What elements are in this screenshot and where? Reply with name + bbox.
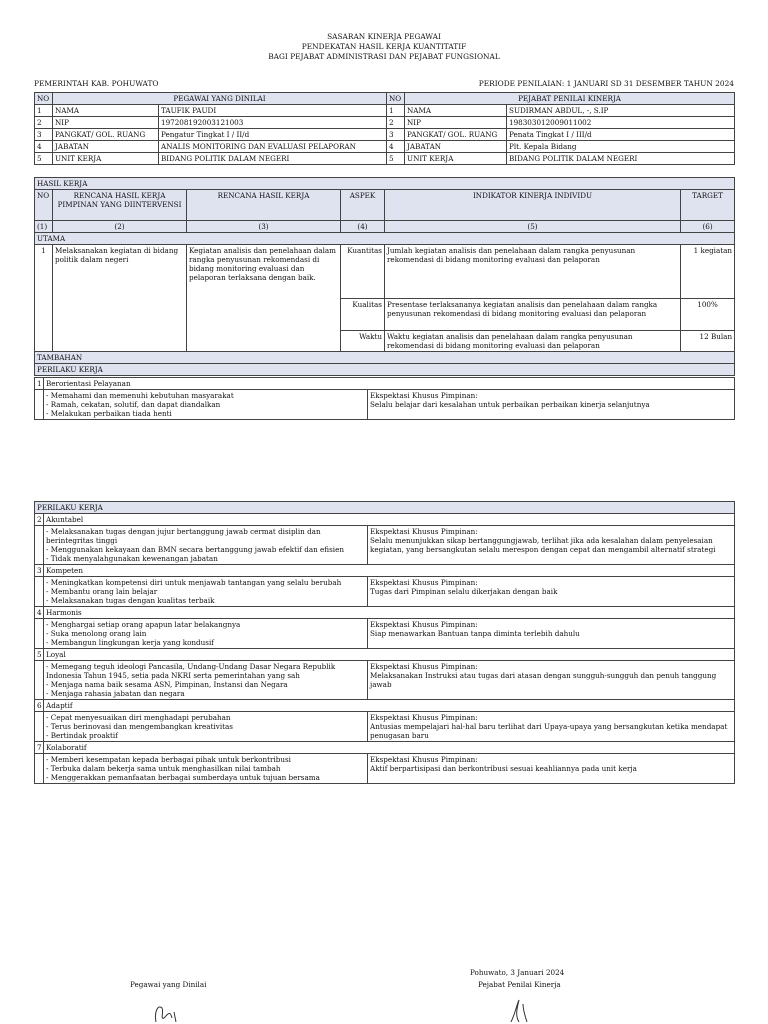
row-label: NIP: [405, 117, 507, 129]
perilaku-expect: [368, 619, 735, 649]
perilaku-name: Berorientasi Pelayanan: [44, 378, 735, 390]
expect-text: Aktif berpartisipasi dan berkontribusi sesuai keahliannya pada unit kerja: [370, 764, 637, 773]
doc-title-2: PENDEKATAN HASIL KERJA KUANTITATIF: [301, 42, 467, 51]
perilaku-items: [44, 390, 368, 420]
indikator-waktu: Waktu kegiatan analisis dan penelahaan dalam rangka penyusunan rekomendasi di bidang monitoring evaluasi dan pelaporan: [385, 331, 681, 352]
aspek-kualitas: Kualitas: [341, 299, 385, 331]
col-rencana: RENCANA HASIL KERJA: [187, 190, 341, 221]
perilaku-expect: [368, 390, 735, 420]
instansi-label: PEMERINTAH KAB. POHUWATO: [34, 79, 159, 88]
expect-text: Tugas dari Pimpinan selalu dikerjakan dengan baik: [370, 587, 558, 596]
penilai-signature: [505, 996, 535, 1024]
col-num: (5): [385, 221, 681, 233]
pegawai-role: Pegawai yang Dinilai: [130, 980, 207, 989]
hasil-kerja-table: [34, 177, 735, 376]
penilai-role: Pejabat Penilai Kinerja: [478, 980, 561, 989]
row-label: UNIT KERJA: [53, 153, 159, 165]
pegawai-unit: BIDANG POLITIK DALAM NEGERI: [159, 153, 387, 165]
row-label: PANGKAT/ GOL. RUANG: [53, 129, 159, 141]
aspek-kuantitas: Kuantitas: [341, 245, 385, 299]
perilaku-items: [44, 754, 368, 784]
expect-label: Ekspektasi Khusus Pimpinan:: [370, 527, 478, 536]
perilaku-name: Kolaboratif: [44, 742, 735, 754]
row-no: 4: [35, 141, 53, 153]
perilaku-expect: [368, 577, 735, 607]
pegawai-header: PEGAWAI YANG DINILAI: [53, 93, 387, 105]
periode-label: PERIODE PENILAIAN: 1 JANUARI SD 31 DESEMBER TAHUN 2024: [478, 79, 734, 88]
perilaku-item: - Terbuka dalam bekerja sama untuk menghasilkan nilai tambah: [46, 764, 281, 773]
perilaku-item: - Memberi kesempatan kepada berbagai pihak untuk berkontribusi: [46, 755, 291, 764]
perilaku-item: - Menjaga nama baik sesama ASN, Pimpinan, Instansi dan Negara: [46, 680, 288, 689]
col-indikator: INDIKATOR KINERJA INDIVIDU: [385, 190, 681, 221]
row-no: 3: [387, 129, 405, 141]
perilaku-item: - Melakukan perbaikan tiada henti: [46, 409, 172, 418]
expect-text: Siap menawarkan Bantuan tanpa diminta terlebih dahulu: [370, 629, 580, 638]
identity-row: [35, 153, 735, 165]
col-pimpinan: RENCANA HASIL KERJA PIMPINAN YANG DIINTERVENSI: [53, 190, 187, 221]
row-label: JABATAN: [53, 141, 159, 153]
section-utama: UTAMA: [35, 233, 735, 245]
hasil-no: 1: [35, 245, 53, 352]
indikator-kualitas: Presentase terlaksananya kegiatan analisis dan penelahaan dalam rangka penyusunan rekomendasi di bidang monitoring evaluasi dan pelaporan: [385, 299, 681, 331]
penilai-unit: BIDANG POLITIK DALAM NEGERI: [507, 153, 735, 165]
row-no: 1: [35, 105, 53, 117]
row-no: 5: [35, 153, 53, 165]
expect-text: Antusias mempelajari hal-hal baru terlihat dari Upaya-upaya yang bersangkutan ketika mendapat penugasan baru: [370, 722, 728, 740]
expect-label: Ekspektasi Khusus Pimpinan:: [370, 755, 478, 764]
perilaku-no: 3: [35, 565, 44, 577]
col-aspek: ASPEK: [341, 190, 385, 221]
identity-row: [35, 141, 735, 153]
perilaku-items: [44, 661, 368, 700]
perilaku-items: [44, 712, 368, 742]
row-no: 5: [387, 153, 405, 165]
col-num: (4): [341, 221, 385, 233]
col-num: (6): [681, 221, 735, 233]
row-no: 2: [35, 117, 53, 129]
perilaku-name: Adaptif: [44, 700, 735, 712]
row-no: 3: [35, 129, 53, 141]
perilaku-item: - Melaksanakan tugas dengan kualitas terbaik: [46, 596, 215, 605]
perilaku-name: Harmonis: [44, 607, 735, 619]
perilaku-item: - Cepat menyesuaikan diri menghadapi perubahan: [46, 713, 231, 722]
perilaku-expect: [368, 526, 735, 565]
pegawai-pangkat: Pengatur Tingkat I / II/d: [159, 129, 387, 141]
perilaku-expect: [368, 754, 735, 784]
penilai-pangkat: Penata Tingkat I / III/d: [507, 129, 735, 141]
section-hasil-kerja: HASIL KERJA: [35, 178, 735, 190]
perilaku-item: - Bertindak proaktif: [46, 731, 118, 740]
expect-text: Selalu belajar dari kesalahan untuk perbaikan perbaikan kinerja selanjutnya: [370, 400, 650, 409]
row-no: 1: [387, 105, 405, 117]
expect-label: Ekspektasi Khusus Pimpinan:: [370, 391, 478, 400]
hasil-pimpinan: Melaksanakan kegiatan di bidang politik dalam negeri: [53, 245, 187, 352]
perilaku-name: Kompeten: [44, 565, 735, 577]
perilaku-item: - Membantu orang lain belajar: [46, 587, 158, 596]
identity-table: [34, 92, 735, 165]
aspek-waktu: Waktu: [341, 331, 385, 352]
row-label: NAMA: [53, 105, 159, 117]
perilaku-item: - Menghargai setiap orang apapun latar belakangnya: [46, 620, 241, 629]
perilaku-items: [44, 526, 368, 565]
perilaku-item: - Memegang teguh ideologi Pancasila, Undang-Undang Dasar Negara Republik Indonesia Tahun 1945, setia pada NKRI serta pemerintahan yang sah: [46, 662, 336, 680]
penilai-nama: SUDIRMAN ABDUL, -, S.IP: [507, 105, 735, 117]
col-num: (3): [187, 221, 341, 233]
expect-label: Ekspektasi Khusus Pimpinan:: [370, 713, 478, 722]
row-label: NAMA: [405, 105, 507, 117]
hasil-rencana: Kegiatan analisis dan penelahaan dalam rangka penyusunan rekomendasi di bidang monitoring evaluasi dan pelaporan terlaksana dengan baik.: [187, 245, 341, 352]
expect-text: Melaksanakan Instruksi atau tugas dari atasan dengan sungguh-sungguh dan penuh tanggung jawab: [370, 671, 717, 689]
perilaku-item: - Meningkatkan kompetensi diri untuk menjawab tantangan yang selalu berubah: [46, 578, 342, 587]
perilaku-table-2: [34, 501, 735, 784]
perilaku-no: 6: [35, 700, 44, 712]
perilaku-items: [44, 577, 368, 607]
perilaku-no: 7: [35, 742, 44, 754]
perilaku-no: 4: [35, 607, 44, 619]
doc-title-3: BAGI PEJABAT ADMINISTRASI DAN PEJABAT FUNGSIONAL: [268, 52, 500, 61]
row-label: UNIT KERJA: [405, 153, 507, 165]
perilaku-no: 5: [35, 649, 44, 661]
perilaku-name: Loyal: [44, 649, 735, 661]
target-kualitas: 100%: [681, 299, 735, 331]
section-perilaku-kerja: PERILAKU KERJA: [35, 364, 735, 376]
indikator-kuantitas: Jumlah kegiatan analisis dan penelahaan dalam rangka penyusunan rekomendasi di bidang monitoring evaluasi dan pelaporan: [385, 245, 681, 299]
expect-label: Ekspektasi Khusus Pimpinan:: [370, 578, 478, 587]
penilai-header: PEJABAT PENILAI KINERJA: [405, 93, 735, 105]
expect-text: Selalu menunjukkan sikap bertanggungjawab, terlihat jika ada kesalahan dalam penyelesaian kegiatan, yang bersangkutan selalu merespon dengan cepat dan mengambil alternatif strategi: [370, 536, 716, 554]
pegawai-jabatan: ANALIS MONITORING DAN EVALUASI PELAPORAN: [159, 141, 387, 153]
place-date: Pohuwato, 3 Januari 2024: [470, 968, 565, 977]
id-no-header: NO: [35, 93, 53, 105]
identity-row: [35, 129, 735, 141]
expect-label: Ekspektasi Khusus Pimpinan:: [370, 662, 478, 671]
section-perilaku-kerja-2: PERILAKU KERJA: [35, 502, 735, 514]
row-no: 2: [387, 117, 405, 129]
perilaku-item: - Ramah, cekatan, solutif, dan dapat diandalkan: [46, 400, 221, 409]
perilaku-table-1: [34, 377, 735, 420]
section-tambahan: TAMBAHAN: [35, 352, 735, 364]
perilaku-expect: [368, 661, 735, 700]
perilaku-no: 2: [35, 514, 44, 526]
perilaku-item: - Terus berinovasi dan mengembangkan kreativitas: [46, 722, 233, 731]
perilaku-item: - Tidak menyalahgunakan kewenangan jabatan: [46, 554, 218, 563]
perilaku-item: - Menjaga rahasia jabatan dan negara: [46, 689, 185, 698]
perilaku-item: - Suka menolong orang lain: [46, 629, 147, 638]
col-no: NO: [35, 190, 53, 221]
row-label: JABATAN: [405, 141, 507, 153]
pegawai-signature: [150, 998, 190, 1024]
perilaku-item: - Menggunakan kekayaan dan BMN secara bertanggung jawab efektif dan efisien: [46, 545, 344, 554]
identity-row: [35, 117, 735, 129]
target-kuantitas: 1 kegiatan: [681, 245, 735, 299]
doc-title-1: SASARAN KINERJA PEGAWAI: [327, 32, 441, 41]
perilaku-items: [44, 619, 368, 649]
perilaku-item: - Menggerakkan pemanfaatan berbagai sumberdaya untuk tujuan bersama: [46, 773, 320, 782]
penilai-jabatan: Plt. Kepala Bidang: [507, 141, 735, 153]
identity-row: [35, 105, 735, 117]
perilaku-name: Akuntabel: [44, 514, 735, 526]
perilaku-item: - Melaksanakan tugas dengan jujur bertanggung jawab cermat disiplin dan berintegritas tinggi: [46, 527, 321, 545]
perilaku-item: - Membangun lingkungan kerja yang kondusif: [46, 638, 214, 647]
perilaku-expect: [368, 712, 735, 742]
expect-label: Ekspektasi Khusus Pimpinan:: [370, 620, 478, 629]
penilai-nip: 198303012009011002: [507, 117, 735, 129]
row-label: PANGKAT/ GOL. RUANG: [405, 129, 507, 141]
target-waktu: 12 Bulan: [681, 331, 735, 352]
row-no: 4: [387, 141, 405, 153]
col-target: TARGET: [681, 190, 735, 221]
pegawai-nama: TAUFIK PAUDI: [159, 105, 387, 117]
perilaku-item: - Memahami dan memenuhi kebutuhan masyarakat: [46, 391, 234, 400]
perilaku-no: 1: [35, 378, 44, 390]
id-no-header-right: NO: [387, 93, 405, 105]
col-num: (2): [53, 221, 187, 233]
col-num: (1): [35, 221, 53, 233]
pegawai-nip: 197208192003121003: [159, 117, 387, 129]
row-label: NIP: [53, 117, 159, 129]
